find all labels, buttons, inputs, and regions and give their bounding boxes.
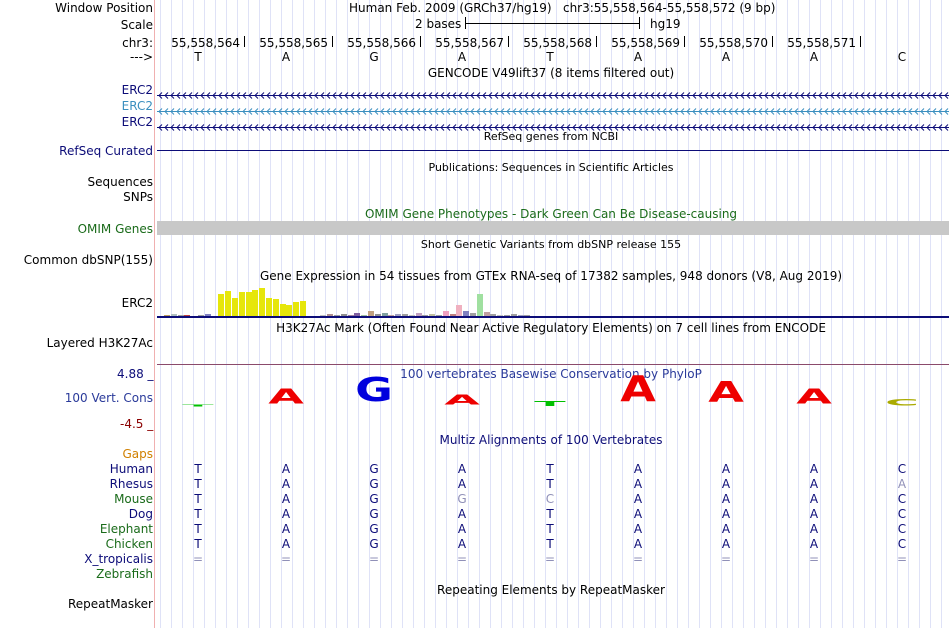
gtex-tissue-bar[interactable] [456, 305, 462, 316]
phylop-ymin: -4.5 _ [120, 417, 154, 431]
alignment-base: A [809, 477, 819, 491]
alignment-base: A [633, 522, 643, 536]
alignment-base: A [281, 522, 291, 536]
alignment-base: C [897, 507, 907, 521]
gene-model-erc2[interactable] [157, 120, 949, 127]
h3k27ac-title: H3K27Ac Mark (Often Found Near Active Regulatory Elements) on 7 cell lines from ENCODE [276, 321, 826, 335]
coordinate-tick [420, 36, 421, 47]
species-label[interactable]: Mouse [114, 492, 153, 506]
alignment-base: A [721, 462, 731, 476]
sequences-label[interactable]: Sequences [87, 175, 153, 189]
assembly-title [349, 1, 775, 15]
alignment-base: A [281, 537, 291, 551]
alignment-base: T [194, 477, 202, 491]
coordinate-label: 55,558,567 [435, 36, 504, 50]
conservation-logo-letter: A [268, 385, 304, 409]
gtex-tissue-bar[interactable] [225, 291, 231, 316]
refseq-label[interactable]: RefSeq Curated [59, 144, 153, 158]
gtex-baseline [157, 316, 949, 318]
coordinate-tick [508, 36, 509, 47]
alignment-base: G [369, 522, 379, 536]
alignment-base: T [194, 522, 202, 536]
coordinate-label: 55,558,565 [259, 36, 328, 50]
alignment-base: T [194, 492, 202, 506]
gtex-tissue-bar[interactable] [252, 290, 258, 316]
alignment-base: A [281, 507, 291, 521]
refseq-line[interactable] [157, 150, 949, 151]
publications-title: Publications: Sequences in Scientific Articles [428, 161, 674, 174]
species-label[interactable]: Zebrafish [96, 567, 153, 581]
alignment-base: A [281, 462, 291, 476]
species-label[interactable]: Dog [128, 507, 153, 521]
coordinate-tick [244, 36, 245, 47]
alignment-base: A [281, 477, 291, 491]
species-label[interactable]: Chicken [105, 537, 153, 551]
alignment-base: C [897, 522, 907, 536]
alignment-base: C [545, 492, 555, 506]
gene-model-erc2[interactable] [157, 104, 949, 111]
gtex-tissue-bar[interactable] [477, 294, 483, 316]
alignment-base: A [457, 522, 467, 536]
alignment-base: A [809, 507, 819, 521]
coordinate-label: 55,558,569 [611, 36, 680, 50]
dbsnp-label[interactable]: Common dbSNP(155) [23, 253, 153, 267]
label-divider [154, 0, 155, 628]
conservation-logo-letter: A [620, 369, 656, 410]
alignment-base: T [546, 522, 554, 536]
scale-db: hg19 [650, 17, 681, 31]
alignment-base: A [721, 522, 731, 536]
conservation-logo-letter: A [796, 385, 832, 409]
coordinate-tick [860, 36, 861, 47]
gtex-tissue-bar[interactable] [246, 292, 252, 316]
gtex-tissue-bar[interactable] [280, 304, 286, 316]
alignment-base: A [809, 522, 819, 536]
conservation-logo-letter: A [708, 376, 744, 410]
gtex-tissue-bar[interactable] [239, 292, 245, 316]
alignment-base: G [457, 492, 467, 506]
gtex-tissue-bar[interactable] [293, 302, 299, 316]
coordinate-tick [772, 36, 773, 47]
omim-bar[interactable] [157, 221, 949, 235]
gtex-title: Gene Expression in 54 tissues from GTEx RNA-seq of 17382 samples, 948 donors (V8, Aug 2019) [259, 269, 843, 283]
gtex-tissue-bar[interactable] [273, 299, 279, 316]
h3k27ac-label[interactable]: Layered H3K27Ac [46, 336, 153, 350]
alignment-base: T [194, 537, 202, 551]
dbsnp-title: Short Genetic Variants from dbSNP release 155 [420, 238, 682, 251]
alignment-base: A [809, 537, 819, 551]
gtex-tissue-bar[interactable] [232, 298, 238, 316]
alignment-base: = [632, 552, 644, 566]
base-letter: T [546, 50, 554, 64]
species-label[interactable]: Elephant [99, 522, 153, 536]
conservation-logo-letter: C [885, 397, 919, 408]
alignment-base: C [897, 537, 907, 551]
h3k27ac-baseline [157, 364, 949, 365]
coordinate-tick [332, 36, 333, 47]
gene-model-erc2[interactable] [157, 88, 949, 95]
alignment-base: = [368, 552, 380, 566]
alignment-base: = [456, 552, 468, 566]
position-range: chr3:55,558,564-55,558,572 (9 bp) [562, 1, 776, 15]
alignment-base: A [633, 462, 643, 476]
base-letter: T [194, 50, 202, 64]
alignment-base: T [546, 477, 554, 491]
repeatmasker-label[interactable]: RepeatMasker [67, 597, 153, 611]
base-letter: G [369, 50, 379, 64]
alignment-base: T [546, 507, 554, 521]
phylop-title: 100 vertebrates Basewise Conservation by PhyloP [400, 367, 702, 381]
chr-label: chr3: [122, 36, 153, 50]
conservation-logo-letter: G [355, 371, 393, 410]
multiz-title: Multiz Alignments of 100 Vertebrates [439, 433, 663, 447]
base-letter: C [897, 50, 907, 64]
coordinate-label: 55,558,568 [523, 36, 592, 50]
conservation-logo-letter: A [444, 392, 480, 408]
alignment-base: A [633, 507, 643, 521]
phylop-label[interactable]: 100 Vert. Cons [64, 391, 153, 405]
alignment-base: = [808, 552, 820, 566]
alignment-base: C [897, 492, 907, 506]
coordinate-tick [684, 36, 685, 47]
gtex-bar-chart[interactable] [157, 284, 949, 316]
strand-arrow-label: ---> [129, 50, 153, 64]
gaps-label[interactable]: Gaps [122, 447, 153, 461]
alignment-base: A [897, 477, 907, 491]
alignment-base: A [457, 477, 467, 491]
base-letter: A [721, 50, 731, 64]
gene-label-erc2[interactable]: ERC2 [121, 99, 153, 113]
alignment-base: = [280, 552, 292, 566]
alignment-base: A [721, 507, 731, 521]
base-letter: A [809, 50, 819, 64]
gene-label-erc2[interactable]: ERC2 [121, 115, 153, 129]
alignment-base: A [457, 462, 467, 476]
alignment-base: A [281, 492, 291, 506]
alignment-base: T [546, 462, 554, 476]
scale-label: Scale [120, 18, 153, 32]
base-letter: A [633, 50, 643, 64]
alignment-base: A [721, 477, 731, 491]
alignment-base: = [896, 552, 908, 566]
gtex-tissue-bar[interactable] [286, 305, 292, 316]
coordinate-label: 55,558,570 [699, 36, 768, 50]
alignment-base: = [192, 552, 204, 566]
assembly-name: Human Feb. 2009 (GRCh37/hg19) [349, 1, 552, 15]
gtex-label[interactable]: ERC2 [121, 296, 153, 310]
snps-label[interactable]: SNPs [123, 190, 153, 204]
conservation-logo-letter: T [534, 399, 566, 408]
base-letter: A [281, 50, 291, 64]
alignment-base: G [369, 507, 379, 521]
gtex-tissue-bar[interactable] [259, 288, 265, 316]
repeatmasker-title: Repeating Elements by RepeatMasker [437, 583, 665, 597]
scale-text: 2 bases [415, 17, 462, 31]
omim-label[interactable]: OMIM Genes [77, 222, 153, 236]
gene-label-erc2[interactable]: ERC2 [121, 83, 153, 97]
gtex-tissue-bar[interactable] [300, 301, 306, 316]
coordinate-label: 55,558,571 [787, 36, 856, 50]
alignment-base: = [544, 552, 556, 566]
alignment-base: = [720, 552, 732, 566]
alignment-base: A [457, 537, 467, 551]
window-position-label: Window Position [55, 1, 153, 15]
conservation-logo-letter: T [182, 404, 214, 408]
alignment-base: A [809, 462, 819, 476]
omim-title: OMIM Gene Phenotypes - Dark Green Can Be Disease-causing [364, 207, 738, 221]
gtex-tissue-bar[interactable] [266, 298, 272, 316]
refseq-title: RefSeq genes from NCBI [483, 130, 619, 143]
gencode-title: GENCODE V49lift37 (8 items filtered out) [427, 66, 675, 80]
alignment-base: T [194, 507, 202, 521]
phylop-ymax: 4.88 _ [117, 367, 154, 381]
species-label[interactable]: Human [109, 462, 153, 476]
species-label[interactable]: X_tropicalis [84, 552, 153, 566]
coordinate-tick [596, 36, 597, 47]
alignment-base: G [369, 477, 379, 491]
gtex-tissue-bar[interactable] [218, 294, 224, 316]
alignment-base: C [897, 462, 907, 476]
gene-chevrons [157, 108, 949, 115]
alignment-base: A [633, 477, 643, 491]
alignment-base: T [194, 462, 202, 476]
alignment-base: G [369, 537, 379, 551]
scale-bar-right [639, 17, 640, 29]
alignment-base: A [809, 492, 819, 506]
alignment-base: A [457, 507, 467, 521]
gene-chevrons [157, 92, 949, 99]
alignment-base: A [633, 492, 643, 506]
scale-bar [465, 23, 639, 24]
base-letter: A [457, 50, 467, 64]
alignment-base: G [369, 462, 379, 476]
alignment-base: G [369, 492, 379, 506]
coordinate-label: 55,558,566 [347, 36, 416, 50]
alignment-base: A [721, 492, 731, 506]
species-label[interactable]: Rhesus [109, 477, 153, 491]
alignment-base: T [546, 537, 554, 551]
alignment-base: A [721, 537, 731, 551]
coordinate-label: 55,558,564 [171, 36, 240, 50]
alignment-base: A [633, 537, 643, 551]
